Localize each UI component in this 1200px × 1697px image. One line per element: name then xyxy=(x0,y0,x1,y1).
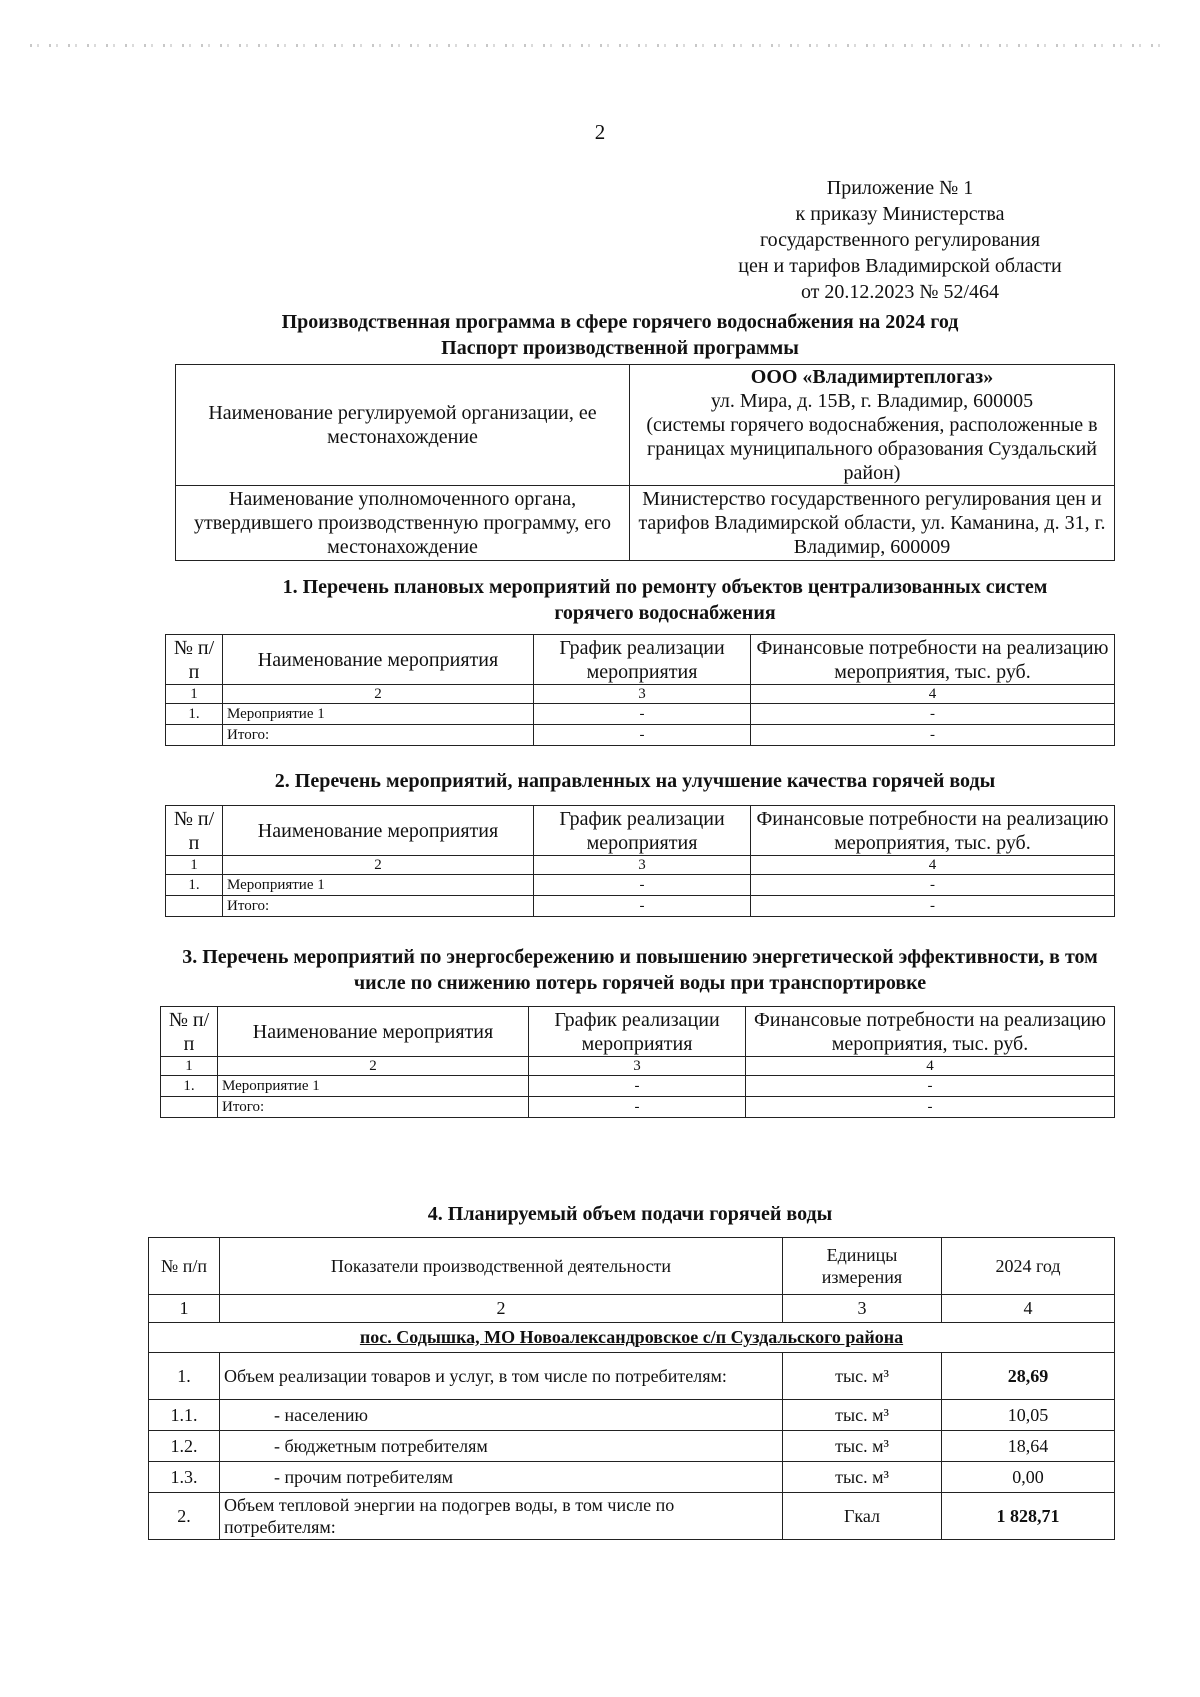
col-name-header: Наименование мероприятия xyxy=(223,635,534,685)
plan-row-name: - бюджетным потребителям xyxy=(220,1431,783,1462)
col-schedule-header: График реализации мероприятия xyxy=(534,635,751,685)
plan-row-num: 1.1. xyxy=(149,1400,220,1431)
plan-row-name: Объем реализации товаров и услуг, в том числе по потребителям: xyxy=(220,1353,783,1400)
plan-num-header: № п/п xyxy=(149,1238,220,1295)
scan-artifact-line xyxy=(30,44,1170,47)
section-3-title: 3. Перечень мероприятий по энергосбережению и повышению энергетической эффективности, в том числе по снижению потерь горячей воды при транспортировке xyxy=(182,946,1098,994)
plan-year-header: 2024 год xyxy=(942,1238,1115,1295)
col-number: 3 xyxy=(534,856,751,875)
total-schedule: - xyxy=(529,1097,746,1118)
program-title-line1: Производственная программа в сфере горячего водоснабжения на 2024 год xyxy=(281,311,959,333)
plan-row-unit: тыс. м³ xyxy=(783,1462,942,1493)
plan-row-unit: тыс. м³ xyxy=(783,1431,942,1462)
program-title xyxy=(140,309,1100,361)
plan-row-unit: тыс. м³ xyxy=(783,1400,942,1431)
total-schedule: - xyxy=(534,896,751,917)
col-name-header: Наименование мероприятия xyxy=(223,806,534,856)
col-number: 2 xyxy=(223,685,534,704)
plan-row-num: 1.2. xyxy=(149,1431,220,1462)
total-label: Итого: xyxy=(223,896,534,917)
col-number: 1 xyxy=(161,1057,218,1076)
total-finance: - xyxy=(746,1097,1115,1118)
col-finance-header: Финансовые потребности на реализацию мероприятия, тыс. руб. xyxy=(751,635,1115,685)
col-number: 1 xyxy=(149,1295,220,1323)
col-number: 2 xyxy=(223,856,534,875)
row-name: Мероприятие 1 xyxy=(223,704,534,725)
total-finance: - xyxy=(751,725,1115,746)
plan-row-unit: Гкал xyxy=(783,1493,942,1540)
col-num-header: № п/п xyxy=(166,635,223,685)
plan-row-name: Объем тепловой энергии на подогрев воды, в том числе по потребителям: xyxy=(220,1493,783,1540)
plan-row-name: - прочим потребителям xyxy=(220,1462,783,1493)
row-finance: - xyxy=(751,704,1115,725)
total-finance: - xyxy=(751,896,1115,917)
total-num xyxy=(166,725,223,746)
col-num-header: № п/п xyxy=(166,806,223,856)
row-num: 1. xyxy=(161,1076,218,1097)
plan-row-num: 1.3. xyxy=(149,1462,220,1493)
total-num xyxy=(161,1097,218,1118)
plan-row-value: 28,69 xyxy=(942,1353,1115,1400)
section-2-table xyxy=(165,805,1115,917)
col-number: 2 xyxy=(218,1057,529,1076)
col-schedule-header: График реализации мероприятия xyxy=(534,806,751,856)
row-name: Мероприятие 1 xyxy=(218,1076,529,1097)
row-schedule: - xyxy=(534,704,751,725)
col-finance-header: Финансовые потребности на реализацию мероприятия, тыс. руб. xyxy=(746,1007,1115,1057)
appendix-block xyxy=(680,175,1120,305)
row-finance: - xyxy=(751,875,1115,896)
org-note: (системы горячего водоснабжения, расположенные в границах муниципального образования Суздальский район) xyxy=(646,414,1098,484)
plan-row-num: 2. xyxy=(149,1493,220,1540)
plan-row-name: - населению xyxy=(220,1400,783,1431)
plan-row-value: 1 828,71 xyxy=(942,1493,1115,1540)
row-num: 1. xyxy=(166,704,223,725)
section-4-title: 4. Планируемый объем подачи горячей воды xyxy=(427,1203,833,1225)
plan-row-unit: тыс. м³ xyxy=(783,1353,942,1400)
plan-row-value: 18,64 xyxy=(942,1431,1115,1462)
locality-row: пос. Содышка, МО Новоалександровское с/п Суздальского района xyxy=(149,1323,1115,1353)
passport-org-value xyxy=(630,365,1115,486)
appendix-line: Приложение № 1 xyxy=(826,177,974,199)
plan-unit-header: Единицы измерения xyxy=(783,1238,942,1295)
row-finance: - xyxy=(746,1076,1115,1097)
col-number: 4 xyxy=(751,685,1115,704)
section-4-table xyxy=(148,1237,1115,1540)
col-number: 3 xyxy=(534,685,751,704)
program-title-line2: Паспорт производственной программы xyxy=(441,337,799,359)
section-3-table xyxy=(160,1006,1115,1118)
org-name: ООО «Владимиртеплогаз» xyxy=(750,366,994,388)
plan-indicator-header: Показатели производственной деятельности xyxy=(220,1238,783,1295)
plan-row-num: 1. xyxy=(149,1353,220,1400)
appendix-line: к приказу Министерства xyxy=(795,203,1005,225)
col-schedule-header: График реализации мероприятия xyxy=(529,1007,746,1057)
col-number: 1 xyxy=(166,685,223,704)
passport-org-label: Наименование регулируемой организации, ее местонахождение xyxy=(176,365,630,486)
appendix-line: от 20.12.2023 № 52/464 xyxy=(800,281,1000,303)
page-number: 2 xyxy=(594,120,606,144)
total-label: Итого: xyxy=(218,1097,529,1118)
col-number: 1 xyxy=(166,856,223,875)
row-schedule: - xyxy=(534,875,751,896)
row-schedule: - xyxy=(529,1076,746,1097)
col-number: 4 xyxy=(746,1057,1115,1076)
total-label: Итого: xyxy=(223,725,534,746)
org-address: ул. Мира, д. 15В, г. Владимир, 600005 xyxy=(710,390,1034,412)
passport-authority-label: Наименование уполномоченного органа, утвердившего производственную программу, его местонахождение xyxy=(176,486,630,561)
section-1-table xyxy=(165,634,1115,746)
row-num: 1. xyxy=(166,875,223,896)
section-2-title: 2. Перечень мероприятий, направленных на улучшение качества горячей воды xyxy=(274,770,996,792)
section-1-title: 1. Перечень плановых мероприятий по ремонту объектов централизованных систем горячего водоснабжения xyxy=(282,576,1048,624)
col-number: 2 xyxy=(220,1295,783,1323)
appendix-line: государственного регулирования xyxy=(759,229,1041,251)
passport-table xyxy=(175,364,1115,561)
col-finance-header: Финансовые потребности на реализацию мероприятия, тыс. руб. xyxy=(751,806,1115,856)
col-name-header: Наименование мероприятия xyxy=(218,1007,529,1057)
passport-authority-value: Министерство государственного регулирования цен и тарифов Владимирской области, ул. Каманина, д. 31, г. Владимир, 600009 xyxy=(630,486,1115,561)
appendix-line: цен и тарифов Владимирской области xyxy=(738,255,1062,277)
plan-row-value: 0,00 xyxy=(942,1462,1115,1493)
total-schedule: - xyxy=(534,725,751,746)
total-num xyxy=(166,896,223,917)
col-num-header: № п/п xyxy=(161,1007,218,1057)
col-number: 3 xyxy=(529,1057,746,1076)
col-number: 4 xyxy=(942,1295,1115,1323)
row-name: Мероприятие 1 xyxy=(223,875,534,896)
col-number: 4 xyxy=(751,856,1115,875)
plan-row-value: 10,05 xyxy=(942,1400,1115,1431)
col-number: 3 xyxy=(783,1295,942,1323)
